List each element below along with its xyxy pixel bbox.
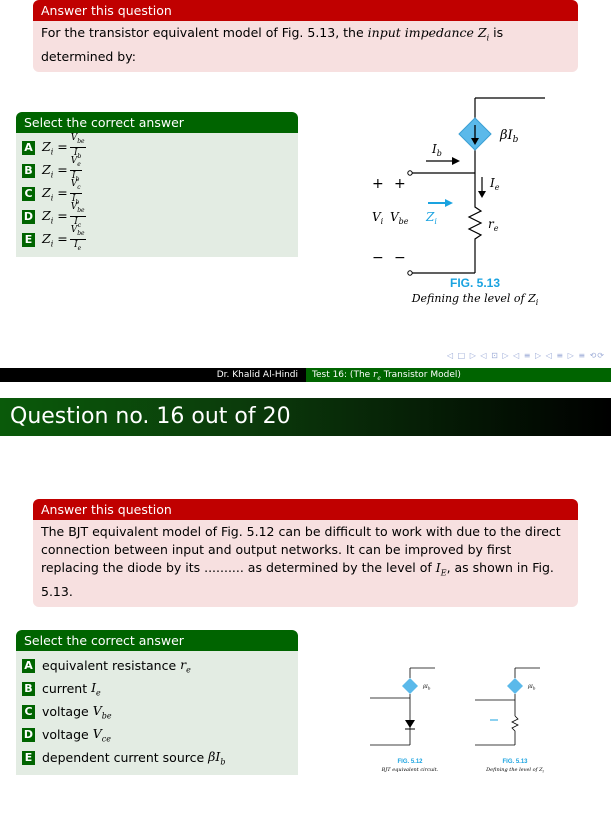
beamer-navigation[interactable]: ◁ □ ▷ ◁ ⊡ ▷ ◁ ≡ ▷ ◁ ≡ ▷ ≡ ⟲⟳ [446,351,605,360]
question-text: The BJT equivalent model of Fig. 5.12 can be difficult to work with due to the direct connection between input and output networks. It can be improved by first replacing the diode by its .......... as determined by the level of $I_E$, as shown in Fig. 5.13. [33,520,578,607]
figure-subcaption: Defining the level of $Z_i$ [411,292,539,307]
current-source-diamond [402,678,418,694]
answers-block [16,630,298,786]
question-block-header: Answer this question [33,499,578,520]
zi-label: $Z_i$ [426,210,437,226]
footer-author: Dr. Khalid Al-Hindi [216,370,298,380]
footer-test-title: Test 16: (The $r_e$ Transistor Model) [306,368,611,382]
answer-option-d[interactable]: D voltage $V_{ce}$ [23,725,111,744]
minus-sign: − [372,250,384,266]
arrow-down-icon [478,191,486,198]
figure-5-13-subcaption: Defining the level of $Z_i$ [486,767,544,774]
re-label: $r_e$ [488,217,499,233]
plus-sign: + [372,176,384,192]
option-label: B [22,164,35,178]
beta-ib-label: $\beta I_b$ [528,684,536,691]
answers-block [16,112,298,298]
figure-5-13 [350,95,600,325]
answers-block-header: Select the correct answer [16,630,298,651]
answers-block-header: Select the correct answer [16,112,298,133]
arrow-right-icon [445,199,453,207]
option-label: A [22,141,35,155]
figure-5-12-caption: FIG. 5.12 [397,759,423,765]
option-label: D [23,209,34,223]
vi-label: $V_i$ [372,210,384,226]
question-block [33,0,578,72]
question-text: For the transistor equivalent model of Fig. 5.13, the input impedance $Z_i$ is determined by: [33,21,578,72]
answer-option-a[interactable]: A $Z_i$ = $\frac{V_{be}}{I_b}$ [22,136,292,159]
figure-5-13-caption: FIG. 5.13 [502,759,528,765]
ib-label: $I_b$ [432,142,442,158]
frame-title: Question no. 16 out of 20 [0,398,611,436]
figure-5-12-subcaption: BJT equivalent circuit. [381,767,439,773]
current-source-diamond [507,678,523,694]
vbe-label: $V_{be}$ [390,210,409,226]
minus-sign: − [394,250,406,266]
diode-icon [405,720,415,728]
answer-option-a[interactable]: A equivalent resistance $r_e$ [22,654,292,677]
plus-sign: + [394,176,406,192]
beta-ib-label: $\beta I_b$ [423,684,431,691]
answer-option-e[interactable]: E $Z_i$ = $\frac{V_{be}}{I_e}$ [22,228,292,251]
beta-ib-label: $\beta I_b$ [500,128,519,145]
option-label: C [22,187,35,201]
answer-option-d[interactable]: D $Z_i$ = $\frac{V_{be}}{I_c}$ [23,202,85,229]
answer-option-c[interactable]: C $Z_i$ = $\frac{V_c}{I_b}$ [22,182,292,205]
footer-bar [0,368,611,382]
question-block [33,499,578,607]
arrow-right-icon [452,157,460,165]
ie-label: $I_e$ [490,176,500,192]
answer-option-b[interactable]: B current $I_e$ [22,677,292,700]
answer-option-b[interactable]: B $Z_i$ = $\frac{V_e}{I_b}$ [22,159,292,182]
option-label: E [22,233,35,247]
question-block-header: Answer this question [33,0,578,21]
figure-5-12-and-5-13 [365,650,565,785]
resistor-re [469,203,481,245]
answer-option-e[interactable]: E dependent current source $\beta I_b$ [22,746,292,769]
answer-option-c[interactable]: C voltage $V_{be}$ [22,700,292,723]
figure-caption: FIG. 5.13 [449,276,501,290]
